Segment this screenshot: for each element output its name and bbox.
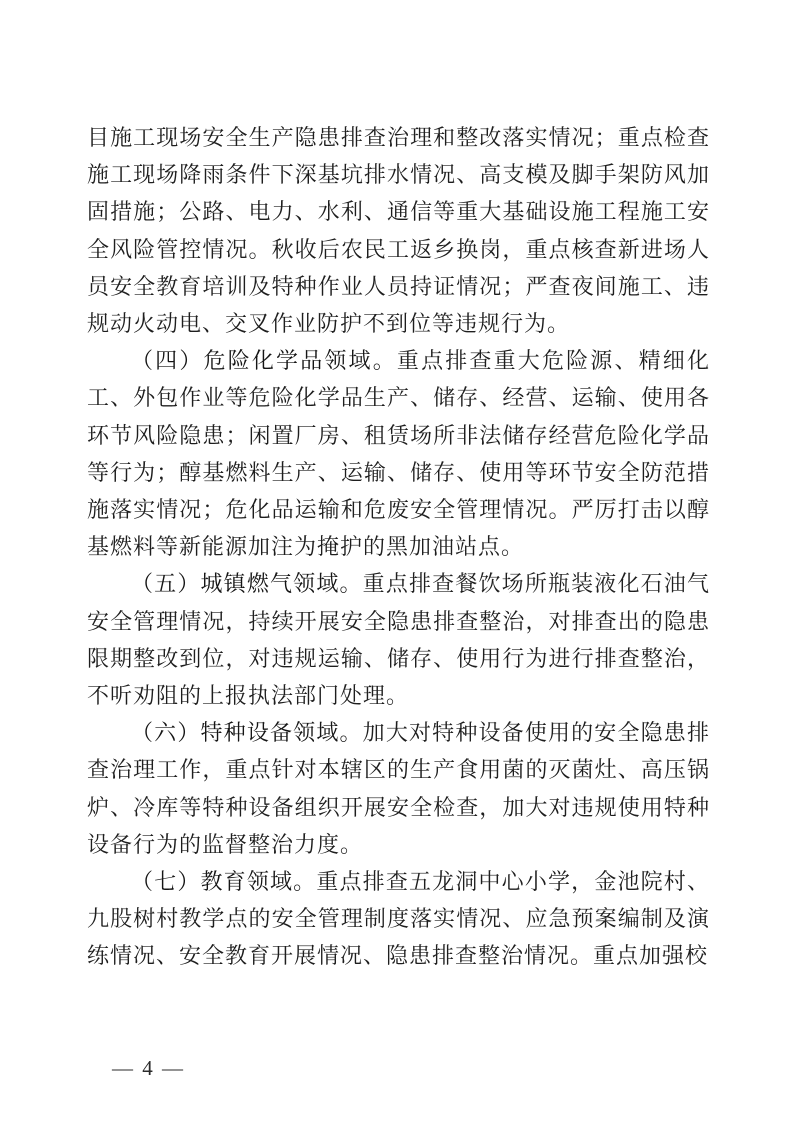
section-5-text: 重点排查餐饮场所瓶装液化石油气安全管理情况，持续开展安全隐患排查整治，对排查出的隐患限期整改到位，对违规运输、储存、使用行为进行排查整治，不听劝阻的上报执法部门处理。 [87, 571, 710, 709]
paragraph-section-7 [87, 863, 710, 975]
paragraph-section-5 [87, 565, 710, 714]
paragraph-section-6 [87, 714, 710, 863]
paragraph-section-4 [87, 342, 710, 565]
page-number: — 4 — [112, 1056, 185, 1080]
section-6-text: 加大对特种设备使用的安全隐患排查治理工作，重点针对本辖区的生产食用菌的灭菌灶、高压锅炉、冷库等特种设备组织开展安全检查，加大对违规使用特种设备行为的监督整治力度。 [87, 720, 710, 857]
paragraph-continuation-text: 目施工现场安全生产隐患排查治理和整改落实情况；重点检查施工现场降雨条件下深基坑排水情况、高支模及脚手架防风加固措施；公路、电力、水利、通信等重大基础设施工程施工安全风险管控情况。秋收后农民工返乡换岗，重点核查新进场人员安全教育培训及特种作业人员持证情况；严查夜间施工、违规动火动电、交叉作业防护不到位等违规行为。 [87, 125, 710, 337]
section-5-heading: （五）城镇燃气领域。 [131, 571, 363, 597]
paragraph-continuation [87, 119, 710, 342]
section-7-text: 重点排查五龙洞中心小学，金池院村、九股树村教学点的安全管理制度落实情况、应急预案编制及演练情况、安全教育开展情况、隐患排查整治情况。重点加强校 [87, 869, 710, 969]
section-4-text: 重点排查重大危险源、精细化工、外包作业等危险化学品生产、储存、经营、运输、使用各环节风险隐患；闲置厂房、租赁场所非法储存经营危险化学品等行为；醇基燃料生产、运输、储存、使用等环节安全防范措施落实情况；危化品运输和危废安全管理情况。严厉打击以醇基燃料等新能源加注为掩护的黑加油站点。 [87, 348, 710, 560]
document-body [87, 119, 710, 975]
section-7-heading: （七）教育领域。 [131, 869, 317, 895]
section-4-heading: （四）危险化学品领域。 [131, 348, 397, 374]
section-6-heading: （六）特种设备领域。 [131, 720, 363, 746]
page-footer [112, 1056, 185, 1081]
